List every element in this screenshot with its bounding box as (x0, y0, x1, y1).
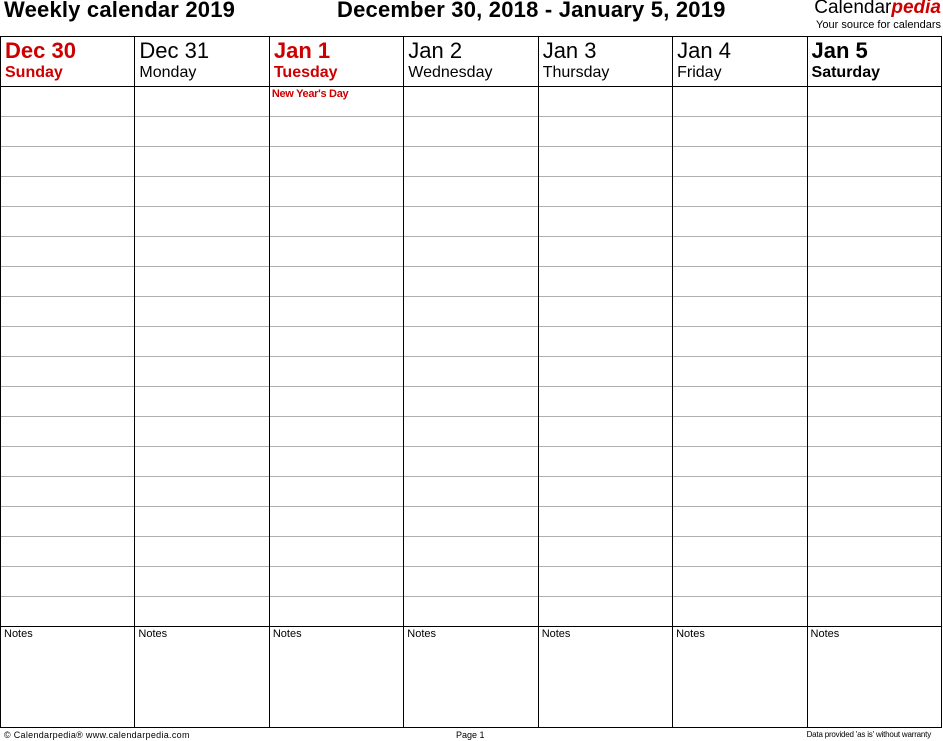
day-date: Dec 30 (5, 38, 76, 63)
time-slot[interactable] (270, 297, 403, 327)
page-title: Weekly calendar 2019 (4, 0, 236, 22)
time-slot[interactable] (673, 117, 806, 147)
notes-label: Notes (138, 628, 168, 640)
time-slot[interactable] (404, 327, 537, 357)
time-slot[interactable] (808, 417, 941, 447)
time-slot[interactable] (808, 117, 941, 147)
time-slot[interactable] (673, 267, 806, 297)
time-slot[interactable] (808, 147, 941, 177)
time-slot[interactable] (135, 87, 268, 117)
time-slot[interactable] (135, 327, 268, 357)
day-name: Tuesday (273, 64, 338, 81)
time-slot[interactable] (539, 387, 672, 417)
time-slot[interactable] (539, 147, 672, 177)
footer-disclaimer: Data provided 'as is' without warranty (806, 730, 931, 739)
time-slot[interactable] (270, 327, 403, 357)
time-slot[interactable] (404, 117, 537, 147)
time-slot[interactable] (1, 177, 134, 207)
notes-area[interactable] (808, 627, 941, 727)
time-slot[interactable] (673, 477, 806, 507)
time-slot[interactable] (135, 477, 268, 507)
time-slot[interactable] (404, 477, 537, 507)
time-slot[interactable] (404, 417, 537, 447)
time-slot[interactable] (808, 87, 941, 117)
time-slot[interactable] (1, 567, 134, 597)
notes-area[interactable] (673, 627, 806, 727)
time-slot[interactable] (539, 567, 672, 597)
time-slot[interactable] (673, 537, 806, 567)
time-slot[interactable] (539, 357, 672, 387)
time-slots (270, 87, 403, 627)
time-slot[interactable] (1, 417, 134, 447)
day-header (808, 37, 941, 87)
time-slot[interactable] (1, 387, 134, 417)
time-slot[interactable] (673, 147, 806, 177)
time-slot[interactable] (1, 477, 134, 507)
time-slot[interactable] (1, 597, 134, 627)
notes-area[interactable] (270, 627, 403, 727)
notes-label: Notes (676, 628, 705, 640)
time-slot[interactable] (808, 387, 941, 417)
calendar-grid (0, 36, 942, 728)
day-header (135, 37, 268, 87)
time-slot[interactable] (404, 447, 537, 477)
time-slot[interactable] (270, 417, 403, 447)
time-slot[interactable] (270, 387, 403, 417)
notes-area[interactable] (539, 627, 672, 727)
time-slot[interactable] (404, 207, 537, 237)
day-header (539, 37, 672, 87)
time-slot[interactable] (808, 267, 941, 297)
time-slot[interactable] (808, 567, 941, 597)
time-slot[interactable] (270, 177, 403, 207)
day-date: Dec 31 (139, 38, 210, 63)
time-slot[interactable] (270, 447, 403, 477)
brand-name-accent: pedia (891, 0, 941, 18)
time-slot[interactable] (1, 147, 134, 177)
time-slot[interactable] (808, 237, 941, 267)
time-slot[interactable] (539, 237, 672, 267)
day-header (673, 37, 806, 87)
brand-name-main: Calendar (814, 0, 892, 18)
time-slot[interactable] (135, 207, 268, 237)
time-slot[interactable] (135, 177, 268, 207)
time-slot[interactable] (808, 357, 941, 387)
time-slot[interactable] (135, 537, 268, 567)
time-slot[interactable] (270, 477, 403, 507)
time-slot[interactable] (808, 327, 941, 357)
time-slot[interactable] (270, 537, 403, 567)
day-header (1, 37, 134, 87)
time-slot[interactable] (270, 507, 403, 537)
time-slot[interactable] (539, 177, 672, 207)
day-name: Sunday (5, 64, 63, 81)
time-slot[interactable] (673, 297, 806, 327)
time-slot[interactable] (135, 297, 268, 327)
time-slot[interactable] (808, 477, 941, 507)
time-slot[interactable] (808, 297, 941, 327)
time-slot[interactable] (1, 87, 134, 117)
time-slot[interactable] (673, 237, 806, 267)
time-slot[interactable] (135, 117, 268, 147)
day-column-thursday (539, 37, 673, 727)
time-slot[interactable] (673, 357, 806, 387)
notes-label: Notes (407, 628, 437, 640)
time-slots (135, 87, 268, 627)
day-column-tuesday (270, 37, 404, 727)
time-slot[interactable] (673, 387, 806, 417)
time-slot[interactable] (270, 357, 403, 387)
time-slots (539, 87, 672, 627)
time-slot[interactable] (404, 297, 537, 327)
time-slot[interactable] (1, 297, 134, 327)
time-slot[interactable] (539, 117, 672, 147)
notes-label: Notes (272, 628, 302, 640)
holiday-label: New Year's Day (271, 88, 349, 100)
time-slot[interactable] (404, 567, 537, 597)
time-slot[interactable] (673, 567, 806, 597)
time-slot[interactable] (673, 177, 806, 207)
day-column-monday (135, 37, 269, 727)
day-name: Thursday (542, 64, 610, 81)
time-slot[interactable] (135, 387, 268, 417)
time-slot[interactable] (808, 537, 941, 567)
time-slot[interactable] (539, 327, 672, 357)
brand-tagline: Your source for calendars (816, 19, 941, 31)
time-slot[interactable] (270, 117, 403, 147)
day-date: Jan 3 (542, 38, 597, 63)
time-slot[interactable] (270, 267, 403, 297)
notes-area[interactable] (135, 627, 268, 727)
time-slot[interactable] (1, 357, 134, 387)
day-column-friday (673, 37, 807, 727)
time-slot[interactable] (1, 507, 134, 537)
brand-name (814, 0, 941, 19)
time-slot[interactable] (1, 537, 134, 567)
day-header (270, 37, 403, 87)
time-slot[interactable] (270, 237, 403, 267)
time-slot[interactable] (135, 237, 268, 267)
time-slot[interactable] (135, 447, 268, 477)
time-slot[interactable] (673, 507, 806, 537)
time-slot[interactable] (270, 147, 403, 177)
time-slot[interactable] (1, 117, 134, 147)
time-slot[interactable] (539, 207, 672, 237)
footer-page-number: Page 1 (456, 730, 485, 740)
time-slot[interactable] (539, 297, 672, 327)
time-slot[interactable] (404, 387, 537, 417)
time-slot[interactable] (673, 327, 806, 357)
time-slot[interactable] (539, 267, 672, 297)
day-date: Jan 5 (811, 38, 868, 63)
day-date: Jan 4 (677, 38, 731, 63)
time-slot[interactable] (1, 327, 134, 357)
time-slot[interactable] (1, 447, 134, 477)
time-slot[interactable] (135, 147, 268, 177)
time-slot[interactable] (1, 267, 134, 297)
time-slot[interactable] (539, 87, 672, 117)
week-range: December 30, 2018 - January 5, 2019 (337, 0, 726, 22)
time-slot[interactable] (270, 207, 403, 237)
time-slot[interactable] (808, 597, 941, 627)
day-header (404, 37, 537, 87)
time-slot[interactable] (135, 567, 268, 597)
day-date: Jan 2 (408, 38, 463, 63)
notes-label: Notes (541, 628, 571, 640)
time-slot[interactable] (673, 597, 806, 627)
footer-copyright: © Calendarpedia® www.calendarpedia.com (4, 730, 190, 740)
time-slot[interactable] (673, 207, 806, 237)
time-slot[interactable] (270, 567, 403, 597)
day-column-wednesday (404, 37, 538, 727)
notes-area[interactable] (404, 627, 537, 727)
time-slots (808, 87, 941, 627)
time-slot[interactable] (270, 597, 403, 627)
time-slot[interactable] (673, 447, 806, 477)
day-column-sunday (1, 37, 135, 727)
time-slots (404, 87, 537, 627)
day-name: Monday (139, 64, 197, 81)
time-slot[interactable] (539, 447, 672, 477)
day-column-saturday (808, 37, 941, 727)
time-slot[interactable] (404, 237, 537, 267)
time-slot[interactable] (404, 597, 537, 627)
time-slot[interactable] (808, 507, 941, 537)
time-slot[interactable] (404, 87, 537, 117)
time-slot[interactable] (270, 87, 403, 117)
time-slot[interactable] (404, 357, 537, 387)
brand-logo (814, 0, 941, 31)
day-name: Wednesday (408, 64, 493, 81)
time-slot[interactable] (404, 507, 537, 537)
time-slot[interactable] (404, 267, 537, 297)
notes-label: Notes (4, 628, 33, 640)
time-slot[interactable] (404, 537, 537, 567)
time-slot[interactable] (404, 177, 537, 207)
time-slot[interactable] (135, 507, 268, 537)
notes-area[interactable] (1, 627, 134, 727)
time-slot[interactable] (808, 447, 941, 477)
time-slot[interactable] (135, 267, 268, 297)
time-slot[interactable] (135, 357, 268, 387)
time-slot[interactable] (673, 417, 806, 447)
page-footer (0, 729, 943, 741)
day-name: Saturday (811, 64, 880, 81)
time-slots (673, 87, 806, 627)
time-slot[interactable] (808, 207, 941, 237)
time-slot[interactable] (539, 477, 672, 507)
time-slot[interactable] (404, 147, 537, 177)
time-slot[interactable] (1, 207, 134, 237)
time-slot[interactable] (135, 417, 268, 447)
time-slot[interactable] (539, 597, 672, 627)
day-name: Friday (677, 64, 722, 81)
time-slot[interactable] (673, 87, 806, 117)
time-slots (1, 87, 134, 627)
notes-label: Notes (810, 628, 840, 640)
time-slot[interactable] (539, 417, 672, 447)
day-date: Jan 1 (273, 38, 331, 63)
time-slot[interactable] (808, 177, 941, 207)
time-slot[interactable] (135, 597, 268, 627)
time-slot[interactable] (1, 237, 134, 267)
time-slot[interactable] (539, 507, 672, 537)
time-slot[interactable] (539, 537, 672, 567)
